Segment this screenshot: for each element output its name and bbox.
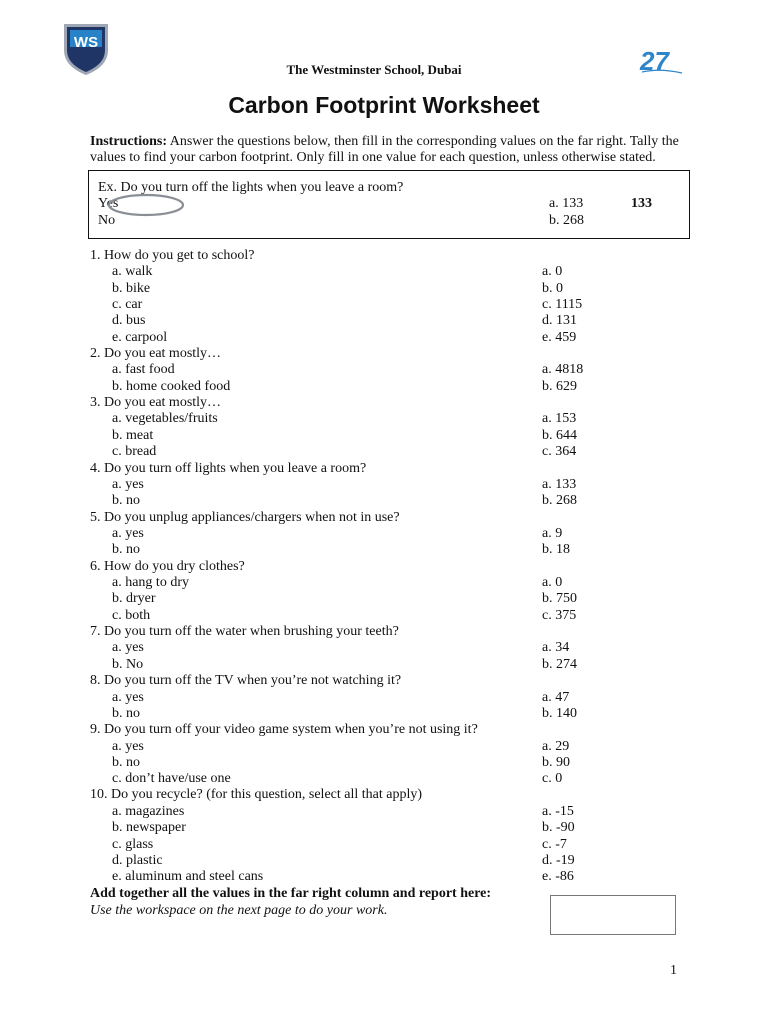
- option-value: b. 268: [542, 493, 577, 508]
- question-3: 3. Do you eat mostly…: [90, 395, 222, 410]
- option-value: b. 629: [542, 379, 577, 394]
- option-label: a. yes: [112, 526, 144, 541]
- option-value: d. -19: [542, 853, 575, 868]
- option-value: c. 375: [542, 608, 577, 623]
- instructions-label: Instructions:: [90, 134, 168, 149]
- example-option-no: No: [98, 213, 116, 228]
- option-label: b. No: [112, 657, 144, 672]
- option-value: b. 750: [542, 591, 577, 606]
- option-value: e. 459: [542, 330, 577, 345]
- example-circle-mark: [106, 192, 186, 218]
- option-label: b. no: [112, 706, 140, 721]
- option-label: a. yes: [112, 477, 144, 492]
- example-answer: 133: [631, 196, 652, 211]
- option-value: c. 0: [542, 771, 563, 786]
- option-label: c. glass: [112, 837, 154, 852]
- option-value: a. 153: [542, 411, 577, 426]
- option-value: b. 90: [542, 755, 570, 770]
- question-2: 2. Do you eat mostly…: [90, 346, 222, 361]
- question-4: 4. Do you turn off lights when you leave a room?: [90, 461, 367, 476]
- option-label: c. don’t have/use one: [112, 771, 231, 786]
- question-1: 1. How do you get to school?: [90, 248, 255, 263]
- option-value: b. 0: [542, 281, 563, 296]
- school-name: The Westminster School, Dubai: [286, 62, 462, 77]
- logo-ws-text: WS: [73, 34, 99, 51]
- option-label: e. carpool: [112, 330, 168, 345]
- workspace-note: Use the workspace on the next page to do your work.: [90, 903, 388, 918]
- option-value: b. 140: [542, 706, 577, 721]
- option-value: e. -86: [542, 869, 574, 884]
- option-value: b. 274: [542, 657, 577, 672]
- option-value: a. 4818: [542, 362, 584, 377]
- option-value: a. 29: [542, 739, 570, 754]
- option-label: b. no: [112, 493, 140, 508]
- option-label: d. bus: [112, 313, 146, 328]
- option-label: a. yes: [112, 739, 144, 754]
- option-value: a. 133: [542, 477, 577, 492]
- option-label: a. hang to dry: [112, 575, 189, 590]
- option-value: b. -90: [542, 820, 575, 835]
- example-question: Ex. Do you turn off the lights when you leave a room?: [98, 180, 404, 195]
- instructions: [90, 134, 690, 166]
- option-label: e. aluminum and steel cans: [112, 869, 264, 884]
- option-label: a. vegetables/fruits: [112, 411, 218, 426]
- page-number: 1: [670, 963, 677, 978]
- option-label: c. car: [112, 297, 143, 312]
- option-value: b. 644: [542, 428, 577, 443]
- option-label: b. bike: [112, 281, 151, 296]
- option-label: d. plastic: [112, 853, 163, 868]
- option-value: a. 47: [542, 690, 570, 705]
- option-label: b. dryer: [112, 591, 156, 606]
- question-8: 8. Do you turn off the TV when you’re not watching it?: [90, 673, 402, 688]
- example-value-no: b. 268: [549, 213, 584, 228]
- instructions-text: Answer the questions below, then fill in the corresponding values on the far right. Tally the values to find your carbon footprint. Only fill in one value for each question, unless otherwise stated.: [90, 134, 679, 165]
- option-label: b. newspaper: [112, 820, 186, 835]
- option-label: b. no: [112, 755, 140, 770]
- option-label: a. yes: [112, 640, 144, 655]
- option-label: b. home cooked food: [112, 379, 231, 394]
- question-9: 9. Do you turn off your video game system when you’re not using it?: [90, 722, 478, 737]
- question-10: 10. Do you recycle? (for this question, select all that apply): [90, 787, 423, 802]
- option-label: c. both: [112, 608, 151, 623]
- option-label: b. meat: [112, 428, 154, 443]
- question-5: 5. Do you unplug appliances/chargers when not in use?: [90, 510, 400, 525]
- option-value: b. 18: [542, 542, 570, 557]
- example-option-yes: Yes: [98, 196, 119, 211]
- option-value: c. 1115: [542, 297, 583, 312]
- option-value: a. 34: [542, 640, 570, 655]
- option-label: a. yes: [112, 690, 144, 705]
- page-title: Carbon Footprint Worksheet: [228, 92, 540, 118]
- logo-27-text: 27: [640, 46, 669, 76]
- option-label: c. bread: [112, 444, 157, 459]
- option-value: c. -7: [542, 837, 567, 852]
- option-value: a. 0: [542, 264, 563, 279]
- option-value: a. 0: [542, 575, 563, 590]
- option-label: a. walk: [112, 264, 153, 279]
- option-value: a. -15: [542, 804, 574, 819]
- question-6: 6. How do you dry clothes?: [90, 559, 245, 574]
- option-value: c. 364: [542, 444, 577, 459]
- option-value: a. 9: [542, 526, 563, 541]
- question-7: 7. Do you turn off the water when brushing your teeth?: [90, 624, 399, 639]
- total-prompt: Add together all the values in the far right column and report here:: [90, 886, 492, 901]
- option-label: b. no: [112, 542, 140, 557]
- option-value: d. 131: [542, 313, 577, 328]
- option-label: a. magazines: [112, 804, 185, 819]
- total-answer-box[interactable]: [550, 895, 676, 935]
- example-value-yes: a. 133: [549, 196, 584, 211]
- option-label: a. fast food: [112, 362, 175, 377]
